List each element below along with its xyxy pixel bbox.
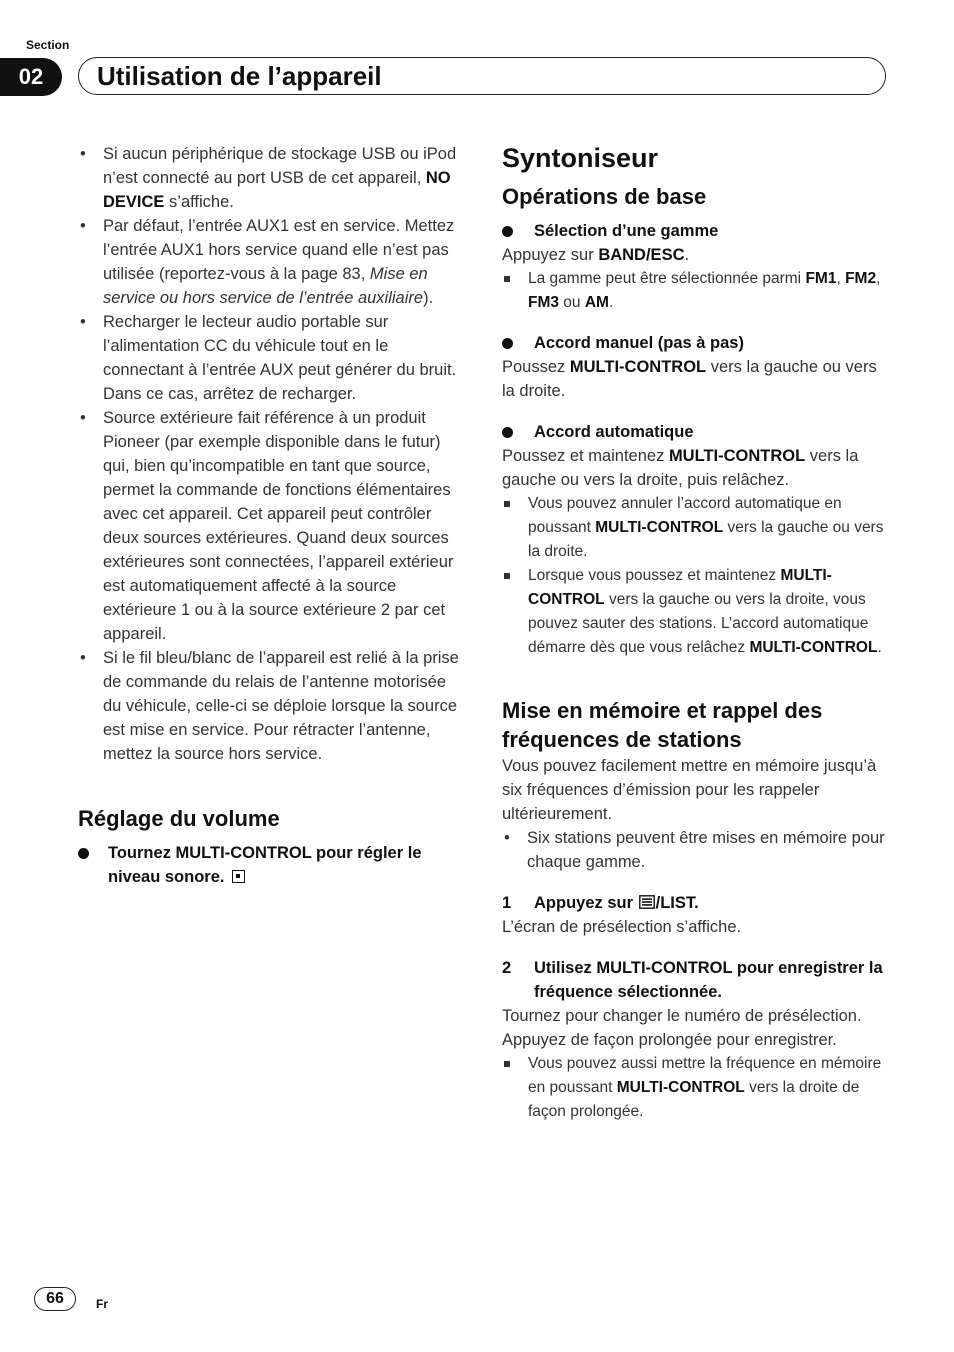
language-code: Fr	[96, 1297, 108, 1311]
note-square-icon	[504, 573, 510, 579]
tuner-title: Syntoniseur	[502, 143, 659, 173]
section-number: 02	[0, 58, 62, 96]
page-number: 66	[34, 1287, 76, 1311]
bullet-list	[78, 142, 466, 766]
band-note: La gamme peut être sélectionnée parmi FM1, FM2, FM3 ou AM.	[502, 267, 892, 315]
end-mark-icon	[232, 870, 245, 883]
left-column	[78, 142, 466, 889]
note-square-icon	[504, 276, 510, 282]
list-item: • Six stations peuvent être mises en mémoire pour chaque gamme.	[502, 826, 892, 874]
basic-ops-heading: Opérations de base	[502, 184, 707, 209]
list-item: • Par défaut, l’entrée AUX1 est en service. Mettez l’entrée AUX1 hors service quand elle n’est pas utilisée (reportez-vous à la page 83, Mise en service ou hors service de l’entrée auxiliaire).	[78, 214, 466, 310]
bullet-dot-icon	[502, 338, 513, 349]
memory-step-1: 1 Appuyez sur /LIST.	[502, 894, 699, 912]
band-step: Sélection d’une gamme	[502, 219, 892, 243]
section-label: Section	[26, 38, 70, 52]
right-column	[502, 142, 892, 1124]
auto-note-skip: Lorsque vous poussez et maintenez MULTI-CONTROL vers la gauche ou vers la droite, vous pouvez sauter des stations. L’accord automatique démarre dès que vous relâchez MULTI-CONTROL.	[502, 564, 892, 660]
bullet-dot-icon	[502, 427, 513, 438]
manual-step: Accord manuel (pas à pas)	[502, 331, 892, 355]
list-item: • Si le fil bleu/blanc de l’appareil est relié à la prise de commande du relais de l’antenne motorisée du véhicule, celle-ci se déploie lorsque la source est mise en service. Pour rétracter l’antenne, mettez la source hors service.	[78, 646, 466, 766]
volume-step: Tournez MULTI-CONTROL pour régler le niveau sonore.	[78, 841, 466, 889]
memory-bullets	[502, 826, 892, 874]
note-square-icon	[504, 501, 510, 507]
page-title: Utilisation de l’appareil	[97, 61, 382, 91]
header-box	[78, 57, 886, 95]
band-text: Appuyez sur BAND/ESC.	[502, 246, 690, 264]
auto-note-cancel: Vous pouvez annuler l’accord automatique en poussant MULTI-CONTROL vers la gauche ou vers la droite.	[502, 492, 892, 564]
list-menu-icon	[639, 895, 655, 909]
bullet-dot-icon	[78, 848, 89, 859]
memory-intro: Vous pouvez facilement mettre en mémoire jusqu’à six fréquences d’émission pour les rappeler ultérieurement.	[502, 757, 877, 823]
memory-heading: Mise en mémoire et rappel des fréquences de stations	[502, 698, 823, 752]
volume-heading: Réglage du volume	[78, 806, 280, 831]
manual-text: Poussez MULTI-CONTROL vers la gauche ou vers la droite.	[502, 358, 877, 400]
note-square-icon	[504, 1061, 510, 1067]
auto-text: Poussez et maintenez MULTI-CONTROL vers la gauche ou vers la droite, puis relâchez.	[502, 447, 859, 489]
bullet-dot-icon	[502, 226, 513, 237]
list-item: • Source extérieure fait référence à un produit Pioneer (par exemple disponible dans le futur) qui, bien qu’incompatible en tant que source, permet la commande de fonctions élémentaires avec cet appareil. Cet appareil peut contrôler deux sources extérieures. Quand deux sources extérieures sont connectées, l’appareil extérieur est automatiquement affecté à la source extérieure 1 ou à la source extérieure 2 par cet appareil.	[78, 406, 466, 646]
memory-step-1-text: L’écran de présélection s’affiche.	[502, 918, 742, 936]
memory-note: Vous pouvez aussi mettre la fréquence en mémoire en poussant MULTI-CONTROL vers la droite de façon prolongée.	[502, 1052, 892, 1124]
memory-step-2-text: Tournez pour changer le numéro de présélection. Appuyez de façon prolongée pour enregistrer.	[502, 1007, 862, 1049]
auto-step: Accord automatique	[502, 420, 892, 444]
list-item: • Recharger le lecteur audio portable sur l’alimentation CC du véhicule tout en le connectant à l’entrée AUX peut générer du bruit. Dans ce cas, arrêtez de recharger.	[78, 310, 466, 406]
list-item: • Si aucun périphérique de stockage USB ou iPod n’est connecté au port USB de cet appareil, NO DEVICE s’affiche.	[78, 142, 466, 214]
memory-step-2: 2 Utilisez MULTI-CONTROL pour enregistrer la fréquence sélectionnée.	[502, 959, 883, 1001]
